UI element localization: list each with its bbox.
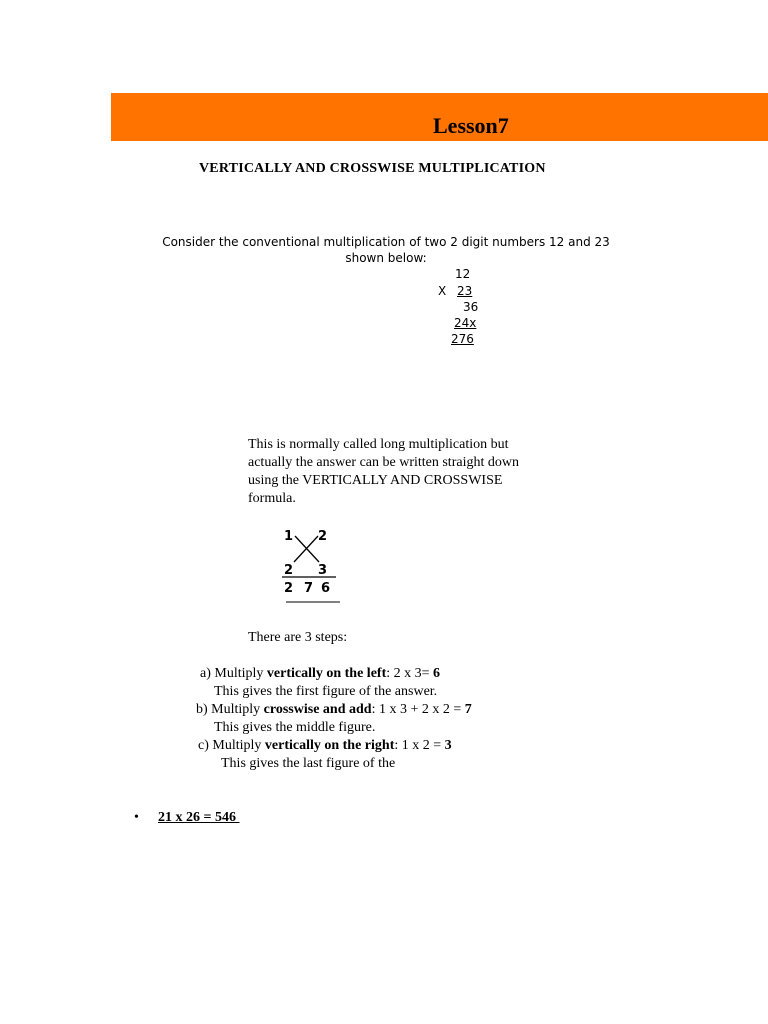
example-problem: 21 x 26 = 546 [158,810,240,825]
step-b-note: This gives the middle figure. [214,720,376,735]
lesson-title: Lesson7 [433,113,509,138]
partial-product-1: 36 [463,300,479,314]
multiply-operator: X [438,284,447,298]
step-c-rest: : 1 x 2 = [394,738,445,753]
step-b-prefix: b) Multiply [196,702,264,717]
explanation-paragraph: This is normally called long multiplication but actually the answer can be written straight down using the VERTICALLY AND CROSSWISE formula. [248,437,519,506]
partial-product-2: 24x [454,316,477,330]
step-a-answer: 6 [433,666,441,681]
step-a-note: This gives the first figure of the answer. [214,684,438,699]
step-b-rest: : 1 x 3 + 2 x 2 = [371,702,465,717]
final-product: 276 [451,332,474,346]
steps-intro: There are 3 steps: [248,630,348,645]
section-subtitle: VERTICALLY AND CROSSWISE MULTIPLICATION [199,161,546,176]
step-a-emphasis: vertically on the left [266,666,387,681]
header-banner [111,93,768,141]
step-c-prefix: c) Multiply [198,738,265,753]
diagram-top-digit-1: 1 [284,529,294,544]
step-b [196,701,472,719]
step-a [200,665,440,683]
step-c-emphasis: vertically on the right [264,738,395,753]
multiplicand: 12 [455,267,471,281]
intro-line-2: shown below: [345,251,427,265]
diagram-bottom-digit-2: 3 [318,563,328,578]
diagram-top-digit-2: 2 [318,529,328,544]
diagram-result-digit-1: 2 [284,581,294,596]
step-b-emphasis: crosswise and add [263,702,372,717]
cross-line-1 [295,536,319,562]
crosswise-diagram [278,524,348,608]
diagram-result-digit-3: 6 [321,581,331,596]
cross-line-2 [294,536,318,562]
step-c-note: This gives the last figure of the [221,756,396,771]
multiplier: 23 [457,284,473,298]
diagram-bottom-digit-1: 2 [284,563,294,578]
intro-line-1: Consider the conventional multiplication of two 2 digit numbers 12 and 23 [162,235,610,249]
list-bullet: • [134,810,139,825]
step-c-answer: 3 [444,738,452,753]
step-a-rest: : 2 x 3= [386,666,434,681]
diagram-result-digit-2: 7 [304,581,314,596]
step-c [198,737,452,755]
step-a-prefix: a) Multiply [200,666,267,681]
step-b-answer: 7 [464,702,472,717]
